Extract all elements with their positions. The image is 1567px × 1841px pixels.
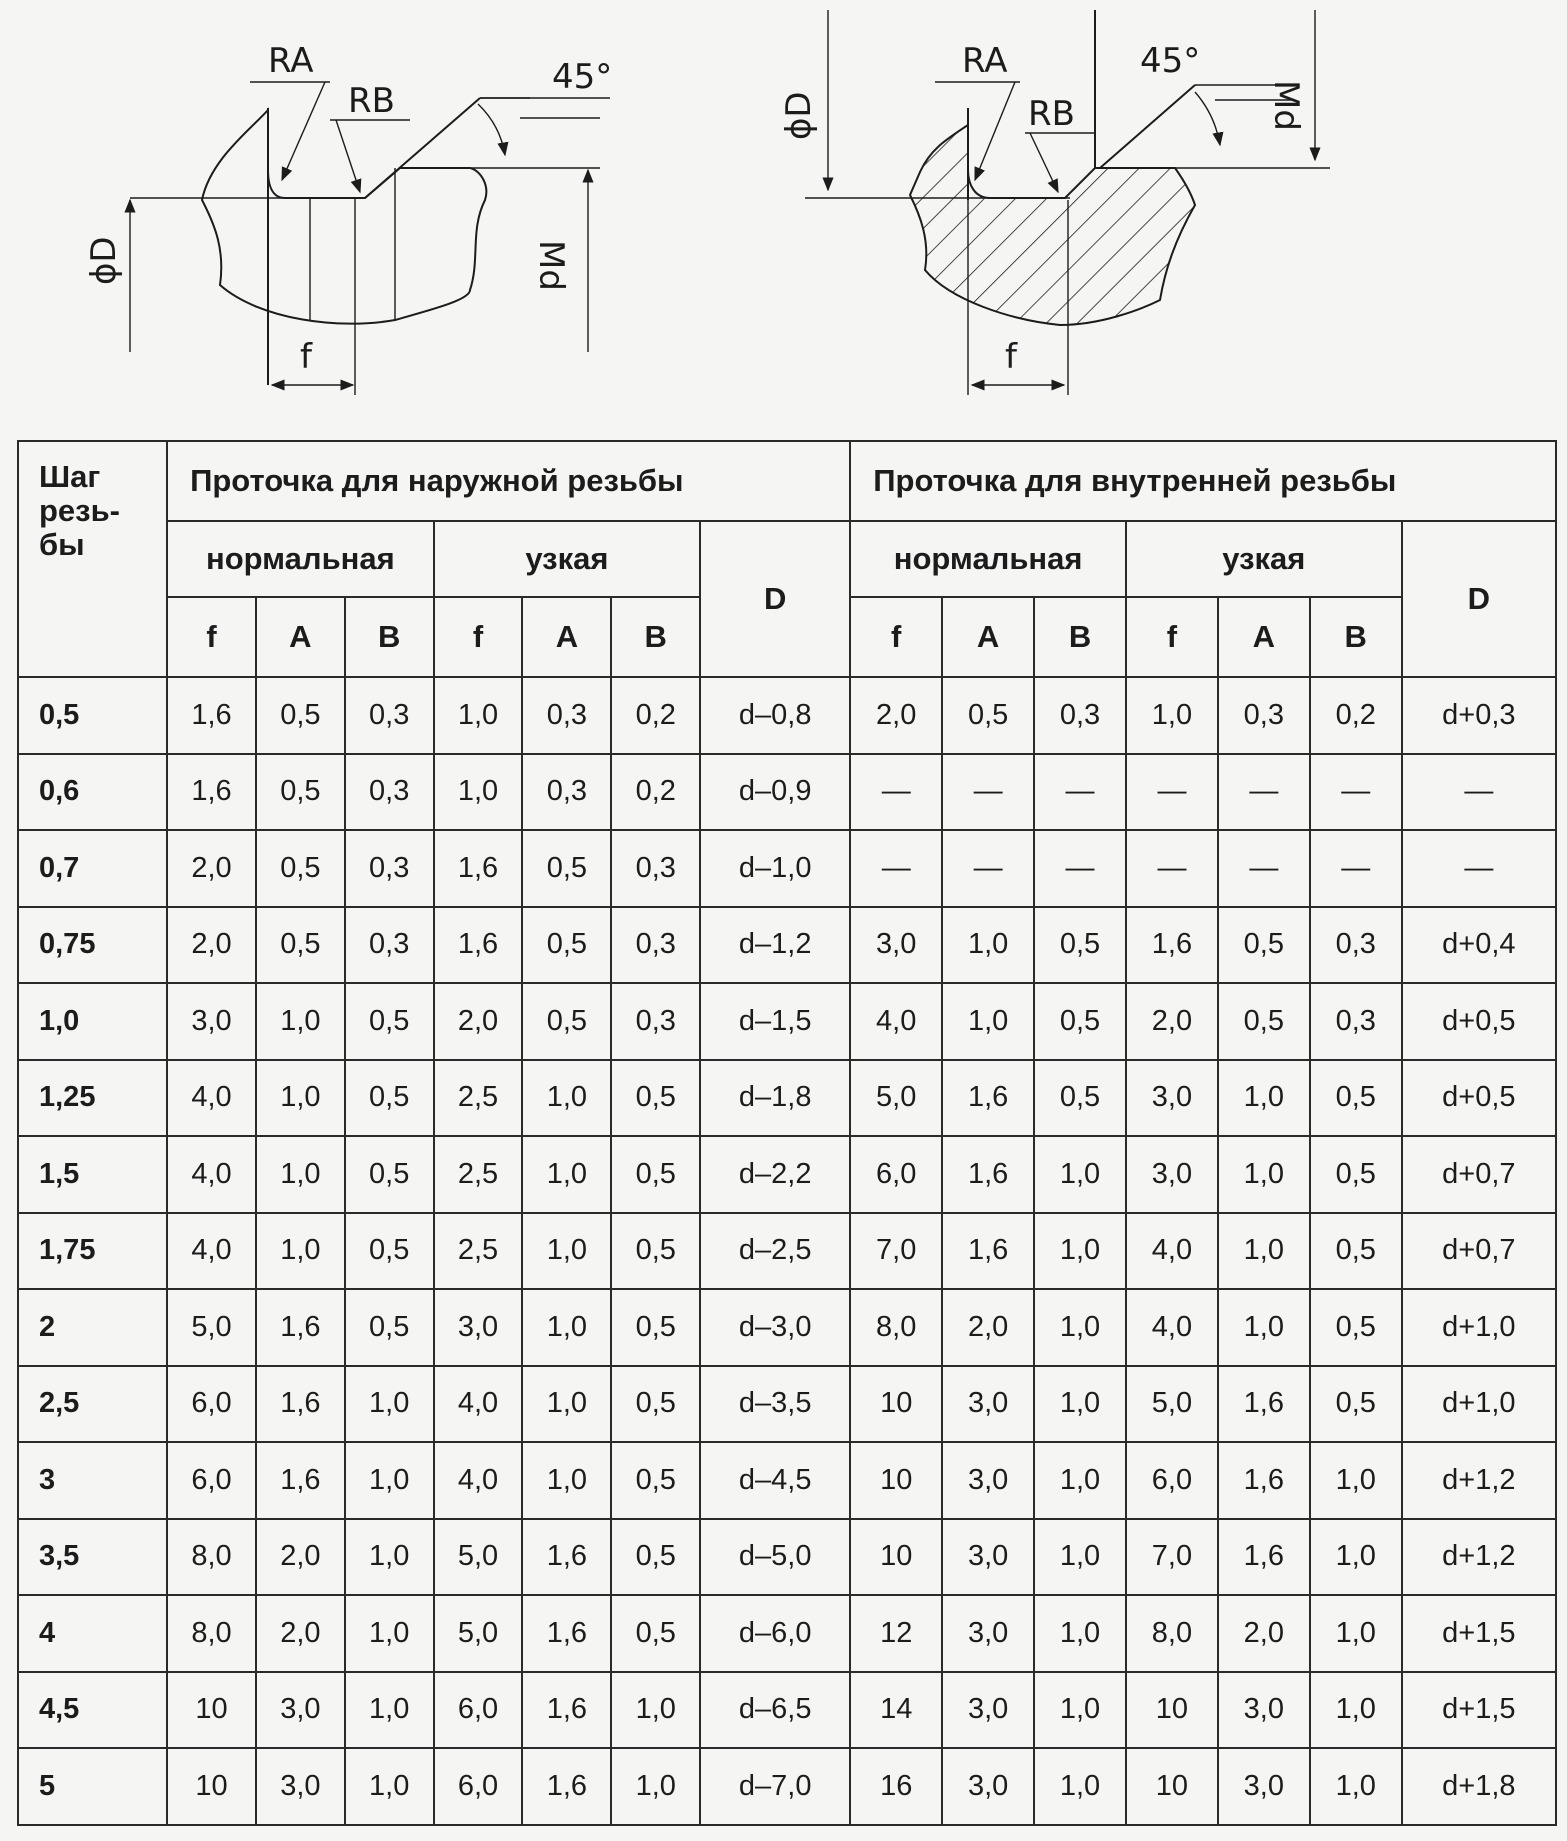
outer-normal-a-cell: 1,6 [256,1289,345,1366]
inner-narrow-b-cell: — [1310,830,1402,907]
outer-narrow-b-cell: 0,5 [611,1442,700,1519]
outer-normal-a-cell: 0,5 [256,830,345,907]
outer-d-cell: d–2,5 [700,1213,850,1290]
outer-d-cell: d–4,5 [700,1442,850,1519]
inner-narrow-b-cell: 1,0 [1310,1672,1402,1749]
inner-d-cell: d+1,8 [1402,1748,1556,1825]
inner-normal-a-cell: 1,6 [942,1213,1034,1290]
pitch-cell: 3 [18,1442,167,1519]
outer-narrow-b-cell: 0,2 [611,677,700,754]
outer-d-cell: d–1,5 [700,983,850,1060]
inner-narrow-a-cell: 1,0 [1218,1213,1310,1290]
inner-narrow-a-cell: 1,6 [1218,1519,1310,1596]
outer-thread-header: Проточка для наружной резьбы [167,441,850,521]
inner-narrow-a-cell: 1,0 [1218,1289,1310,1366]
outer-d-cell: d–1,0 [700,830,850,907]
inner-normal-f-cell: 8,0 [850,1289,942,1366]
inner-normal-b-cell: 0,5 [1034,983,1126,1060]
outer-narrow-a-cell: 0,3 [522,677,611,754]
inner-narrow-b-cell: 0,5 [1310,1289,1402,1366]
left-angle-label: 45° [552,57,613,97]
left-md-label: Md [531,240,571,291]
inner-narrow-b-cell: 1,0 [1310,1595,1402,1672]
inner-normal-b-cell: 1,0 [1034,1213,1126,1290]
outer-narrow-f-cell: 4,0 [434,1366,523,1443]
pitch-header [18,441,167,677]
pitch-header-line-3: бы [39,527,85,562]
left-diameter-label: ϕD [84,236,124,285]
pitch-cell: 3,5 [18,1519,167,1596]
inner-normal-a-cell: 3,0 [942,1519,1034,1596]
outer-narrow-f-cell: 5,0 [434,1519,523,1596]
outer-normal-b-cell: 1,0 [345,1519,434,1596]
inner-narrow-a-header: A [1218,597,1310,677]
pitch-cell: 1,25 [18,1060,167,1137]
outer-narrow-b-cell: 1,0 [611,1748,700,1825]
inner-narrow-f-cell: 10 [1126,1748,1218,1825]
outer-normal-a-cell: 1,6 [256,1442,345,1519]
outer-normal-a-cell: 2,0 [256,1595,345,1672]
outer-normal-a-cell: 3,0 [256,1748,345,1825]
inner-normal-f-cell: 4,0 [850,983,942,1060]
inner-narrow-f-cell: 3,0 [1126,1060,1218,1137]
table-row [18,1060,1556,1137]
table-row [18,1672,1556,1749]
pitch-cell: 0,7 [18,830,167,907]
inner-narrow-a-cell: 0,5 [1218,983,1310,1060]
table-row [18,1366,1556,1443]
inner-d-cell: d+1,0 [1402,1366,1556,1443]
table-row [18,677,1556,754]
inner-normal-b-cell: 1,0 [1034,1595,1126,1672]
outer-narrow-a-cell: 0,5 [522,983,611,1060]
outer-narrow-b-cell: 0,3 [611,830,700,907]
outer-normal-a-cell: 1,6 [256,1366,345,1443]
outer-narrow-a-cell: 1,0 [522,1442,611,1519]
inner-narrow-f-cell: 7,0 [1126,1519,1218,1596]
inner-narrow-a-cell: 2,0 [1218,1595,1310,1672]
inner-narrow-a-cell: 0,3 [1218,677,1310,754]
table-row [18,1748,1556,1825]
pitch-header-line-2: резь- [39,493,120,528]
inner-normal-b-cell: — [1034,830,1126,907]
outer-normal-b-cell: 0,3 [345,830,434,907]
right-rb-label: RB [1028,94,1075,134]
inner-normal-f-cell: 12 [850,1595,942,1672]
inner-normal-b-cell: 1,0 [1034,1519,1126,1596]
outer-d-cell: d–1,8 [700,1060,850,1137]
inner-normal-f-cell: 2,0 [850,677,942,754]
inner-normal-b-cell: — [1034,754,1126,831]
outer-narrow-f-cell: 4,0 [434,1442,523,1519]
inner-normal-f-cell: 14 [850,1672,942,1749]
pitch-cell: 0,5 [18,677,167,754]
outer-narrow-a-cell: 0,3 [522,754,611,831]
outer-d-header: D [700,521,850,677]
inner-normal-header: нормальная [850,521,1126,597]
inner-narrow-a-cell: — [1218,754,1310,831]
outer-normal-header: нормальная [167,521,434,597]
pitch-cell: 4 [18,1595,167,1672]
table-row [18,983,1556,1060]
outer-narrow-f-cell: 3,0 [434,1289,523,1366]
inner-normal-a-cell: 1,6 [942,1060,1034,1137]
outer-d-cell: d–0,8 [700,677,850,754]
outer-narrow-a-cell: 1,6 [522,1672,611,1749]
outer-normal-b-cell: 1,0 [345,1442,434,1519]
outer-normal-f-cell: 1,6 [167,677,256,754]
outer-normal-a-cell: 1,0 [256,1213,345,1290]
outer-narrow-b-cell: 0,5 [611,1060,700,1137]
inner-normal-a-cell: 3,0 [942,1595,1034,1672]
outer-narrow-b-cell: 0,5 [611,1519,700,1596]
outer-normal-b-cell: 0,5 [345,1136,434,1213]
right-md-label: Md [1266,80,1306,131]
inner-narrow-f-cell: 2,0 [1126,983,1218,1060]
outer-narrow-a-header: A [522,597,611,677]
table-row [18,1595,1556,1672]
outer-normal-f-header: f [167,597,256,677]
pitch-cell: 0,75 [18,907,167,984]
inner-normal-f-cell: — [850,754,942,831]
inner-narrow-b-cell: — [1310,754,1402,831]
outer-narrow-header: узкая [434,521,701,597]
pitch-cell: 2,5 [18,1366,167,1443]
inner-narrow-b-cell: 1,0 [1310,1519,1402,1596]
inner-narrow-b-cell: 0,5 [1310,1213,1402,1290]
outer-narrow-f-cell: 1,6 [434,830,523,907]
inner-normal-a-cell: 2,0 [942,1289,1034,1366]
outer-normal-f-cell: 2,0 [167,907,256,984]
internal-part-hatched [910,125,1195,325]
inner-normal-f-cell: 10 [850,1519,942,1596]
inner-normal-a-cell: 3,0 [942,1366,1034,1443]
inner-normal-a-cell: — [942,754,1034,831]
outer-normal-a-cell: 0,5 [256,907,345,984]
outer-narrow-f-cell: 6,0 [434,1672,523,1749]
inner-d-cell: d+1,2 [1402,1519,1556,1596]
inner-narrow-a-cell: 0,5 [1218,907,1310,984]
inner-narrow-b-header: B [1310,597,1402,677]
inner-narrow-f-cell: 8,0 [1126,1595,1218,1672]
outer-normal-b-cell: 0,5 [345,1060,434,1137]
outer-narrow-f-cell: 2,5 [434,1136,523,1213]
outer-normal-b-cell: 0,5 [345,983,434,1060]
outer-normal-b-cell: 1,0 [345,1672,434,1749]
right-f-label: f [1005,337,1017,377]
pitch-cell: 5 [18,1748,167,1825]
inner-normal-b-cell: 0,3 [1034,677,1126,754]
inner-normal-a-cell: 1,0 [942,907,1034,984]
outer-narrow-f-cell: 1,6 [434,907,523,984]
right-diameter-label: ϕD [779,91,819,140]
inner-normal-f-cell: — [850,830,942,907]
inner-normal-f-cell: 3,0 [850,907,942,984]
inner-d-cell: — [1402,754,1556,831]
outer-narrow-f-cell: 2,5 [434,1213,523,1290]
outer-normal-f-cell: 4,0 [167,1136,256,1213]
outer-narrow-f-cell: 6,0 [434,1748,523,1825]
outer-narrow-a-cell: 0,5 [522,830,611,907]
left-rb-label: RB [348,81,395,121]
inner-narrow-b-cell: 0,3 [1310,907,1402,984]
inner-d-cell: d+1,5 [1402,1595,1556,1672]
inner-normal-f-cell: 10 [850,1442,942,1519]
outer-narrow-a-cell: 1,0 [522,1366,611,1443]
inner-narrow-b-cell: 1,0 [1310,1442,1402,1519]
inner-narrow-a-cell: 1,6 [1218,1366,1310,1443]
outer-narrow-b-cell: 0,3 [611,983,700,1060]
inner-narrow-b-cell: 0,5 [1310,1060,1402,1137]
inner-d-cell: — [1402,830,1556,907]
outer-narrow-b-cell: 0,2 [611,754,700,831]
outer-d-cell: d–3,5 [700,1366,850,1443]
outer-d-cell: d–2,2 [700,1136,850,1213]
inner-narrow-f-cell: 3,0 [1126,1136,1218,1213]
outer-narrow-a-cell: 1,6 [522,1595,611,1672]
inner-d-cell: d+0,5 [1402,1060,1556,1137]
outer-normal-b-cell: 0,3 [345,677,434,754]
left-ra-label: RA [268,41,314,81]
inner-narrow-f-cell: 6,0 [1126,1442,1218,1519]
inner-d-cell: d+1,0 [1402,1289,1556,1366]
outer-narrow-a-cell: 1,0 [522,1213,611,1290]
inner-normal-a-cell: — [942,830,1034,907]
inner-narrow-f-cell: 4,0 [1126,1289,1218,1366]
outer-normal-b-cell: 1,0 [345,1595,434,1672]
table-row [18,754,1556,831]
outer-narrow-f-cell: 5,0 [434,1595,523,1672]
inner-narrow-f-cell: 5,0 [1126,1366,1218,1443]
inner-narrow-f-header: f [1126,597,1218,677]
inner-d-cell: d+1,2 [1402,1442,1556,1519]
outer-normal-b-header: B [345,597,434,677]
inner-d-cell: d+0,4 [1402,907,1556,984]
outer-normal-f-cell: 10 [167,1672,256,1749]
inner-d-cell: d+0,5 [1402,983,1556,1060]
inner-narrow-b-cell: 0,5 [1310,1366,1402,1443]
outer-d-cell: d–7,0 [700,1748,850,1825]
outer-narrow-a-cell: 1,0 [522,1136,611,1213]
inner-thread-header: Проточка для внутренней резьбы [850,441,1556,521]
inner-normal-f-cell: 10 [850,1366,942,1443]
outer-narrow-f-cell: 2,0 [434,983,523,1060]
inner-normal-b-cell: 1,0 [1034,1136,1126,1213]
right-angle-label: 45° [1140,41,1201,81]
inner-d-cell: d+0,7 [1402,1213,1556,1290]
left-f-label: f [300,337,312,377]
external-part-outline [202,110,486,324]
outer-normal-b-cell: 0,3 [345,907,434,984]
table-row [18,830,1556,907]
inner-narrow-b-cell: 1,0 [1310,1748,1402,1825]
inner-narrow-a-cell: 1,0 [1218,1060,1310,1137]
outer-normal-f-cell: 1,6 [167,754,256,831]
outer-narrow-a-cell: 1,0 [522,1060,611,1137]
inner-narrow-a-cell: 3,0 [1218,1748,1310,1825]
outer-normal-f-cell: 10 [167,1748,256,1825]
pitch-cell: 1,75 [18,1213,167,1290]
inner-narrow-f-cell: 1,6 [1126,907,1218,984]
outer-narrow-a-cell: 1,6 [522,1748,611,1825]
inner-normal-a-cell: 0,5 [942,677,1034,754]
table-row [18,1136,1556,1213]
inner-normal-b-cell: 0,5 [1034,907,1126,984]
inner-normal-b-header: B [1034,597,1126,677]
outer-narrow-a-cell: 1,0 [522,1289,611,1366]
outer-narrow-a-cell: 0,5 [522,907,611,984]
outer-normal-f-cell: 4,0 [167,1213,256,1290]
table-row [18,1213,1556,1290]
inner-narrow-header: узкая [1126,521,1402,597]
inner-narrow-a-cell: 1,6 [1218,1442,1310,1519]
outer-normal-f-cell: 8,0 [167,1595,256,1672]
right-ra-label: RA [962,41,1008,81]
outer-narrow-b-cell: 0,5 [611,1366,700,1443]
outer-narrow-b-cell: 0,3 [611,907,700,984]
inner-normal-f-header: f [850,597,942,677]
inner-narrow-a-cell: 3,0 [1218,1672,1310,1749]
outer-normal-b-cell: 0,3 [345,754,434,831]
outer-normal-a-header: A [256,597,345,677]
outer-narrow-f-cell: 1,0 [434,677,523,754]
inner-d-cell: d+0,3 [1402,677,1556,754]
thread-undercut-table [17,440,1557,1826]
inner-normal-f-cell: 16 [850,1748,942,1825]
outer-normal-b-cell: 1,0 [345,1748,434,1825]
outer-normal-b-cell: 1,0 [345,1366,434,1443]
inner-normal-f-cell: 7,0 [850,1213,942,1290]
pitch-cell: 2 [18,1289,167,1366]
inner-normal-b-cell: 1,0 [1034,1366,1126,1443]
inner-d-header: D [1402,521,1556,677]
inner-narrow-a-cell: — [1218,830,1310,907]
inner-normal-a-cell: 1,6 [942,1136,1034,1213]
outer-d-cell: d–5,0 [700,1519,850,1596]
outer-narrow-b-header: B [611,597,700,677]
inner-normal-b-cell: 0,5 [1034,1060,1126,1137]
outer-d-cell: d–6,0 [700,1595,850,1672]
outer-narrow-b-cell: 0,5 [611,1595,700,1672]
inner-narrow-f-cell: 1,0 [1126,677,1218,754]
outer-normal-f-cell: 3,0 [167,983,256,1060]
undercut-diagrams [0,0,1567,430]
pitch-cell: 1,0 [18,983,167,1060]
outer-normal-a-cell: 0,5 [256,677,345,754]
outer-narrow-a-cell: 1,6 [522,1519,611,1596]
pitch-cell: 0,6 [18,754,167,831]
outer-narrow-b-cell: 1,0 [611,1672,700,1749]
outer-narrow-b-cell: 0,5 [611,1213,700,1290]
inner-normal-b-cell: 1,0 [1034,1672,1126,1749]
outer-normal-a-cell: 2,0 [256,1519,345,1596]
outer-normal-f-cell: 4,0 [167,1060,256,1137]
table-row [18,907,1556,984]
inner-narrow-b-cell: 0,2 [1310,677,1402,754]
inner-normal-b-cell: 1,0 [1034,1748,1126,1825]
outer-normal-a-cell: 1,0 [256,983,345,1060]
outer-d-cell: d–3,0 [700,1289,850,1366]
table-body [18,677,1556,1825]
outer-normal-a-cell: 0,5 [256,754,345,831]
inner-narrow-f-cell: — [1126,754,1218,831]
outer-normal-b-cell: 0,5 [345,1289,434,1366]
outer-normal-f-cell: 8,0 [167,1519,256,1596]
outer-narrow-b-cell: 0,5 [611,1289,700,1366]
outer-normal-a-cell: 1,0 [256,1136,345,1213]
outer-narrow-f-cell: 1,0 [434,754,523,831]
outer-normal-f-cell: 6,0 [167,1366,256,1443]
inner-narrow-f-cell: 10 [1126,1672,1218,1749]
pitch-cell: 1,5 [18,1136,167,1213]
outer-normal-a-cell: 1,0 [256,1060,345,1137]
external-undercut-diagram [84,41,612,395]
inner-narrow-a-cell: 1,0 [1218,1136,1310,1213]
outer-normal-a-cell: 3,0 [256,1672,345,1749]
internal-undercut-diagram [779,10,1330,395]
outer-narrow-f-cell: 2,5 [434,1060,523,1137]
inner-narrow-f-cell: 4,0 [1126,1213,1218,1290]
outer-d-cell: d–6,5 [700,1672,850,1749]
inner-normal-a-cell: 3,0 [942,1672,1034,1749]
inner-narrow-f-cell: — [1126,830,1218,907]
outer-normal-b-cell: 0,5 [345,1213,434,1290]
inner-narrow-b-cell: 0,3 [1310,983,1402,1060]
outer-narrow-f-header: f [434,597,523,677]
outer-narrow-b-cell: 0,5 [611,1136,700,1213]
inner-normal-b-cell: 1,0 [1034,1442,1126,1519]
pitch-header-line-1: Шаг [39,459,101,494]
inner-normal-a-cell: 1,0 [942,983,1034,1060]
inner-normal-a-cell: 3,0 [942,1442,1034,1519]
outer-normal-f-cell: 5,0 [167,1289,256,1366]
outer-normal-f-cell: 2,0 [167,830,256,907]
table-row [18,1519,1556,1596]
table-row [18,1289,1556,1366]
inner-d-cell: d+0,7 [1402,1136,1556,1213]
inner-normal-f-cell: 5,0 [850,1060,942,1137]
outer-d-cell: d–0,9 [700,754,850,831]
inner-normal-f-cell: 6,0 [850,1136,942,1213]
inner-d-cell: d+1,5 [1402,1672,1556,1749]
inner-normal-a-header: A [942,597,1034,677]
outer-normal-f-cell: 6,0 [167,1442,256,1519]
outer-d-cell: d–1,2 [700,907,850,984]
table-row [18,1442,1556,1519]
inner-normal-b-cell: 1,0 [1034,1289,1126,1366]
inner-normal-a-cell: 3,0 [942,1748,1034,1825]
pitch-cell: 4,5 [18,1672,167,1749]
inner-narrow-b-cell: 0,5 [1310,1136,1402,1213]
